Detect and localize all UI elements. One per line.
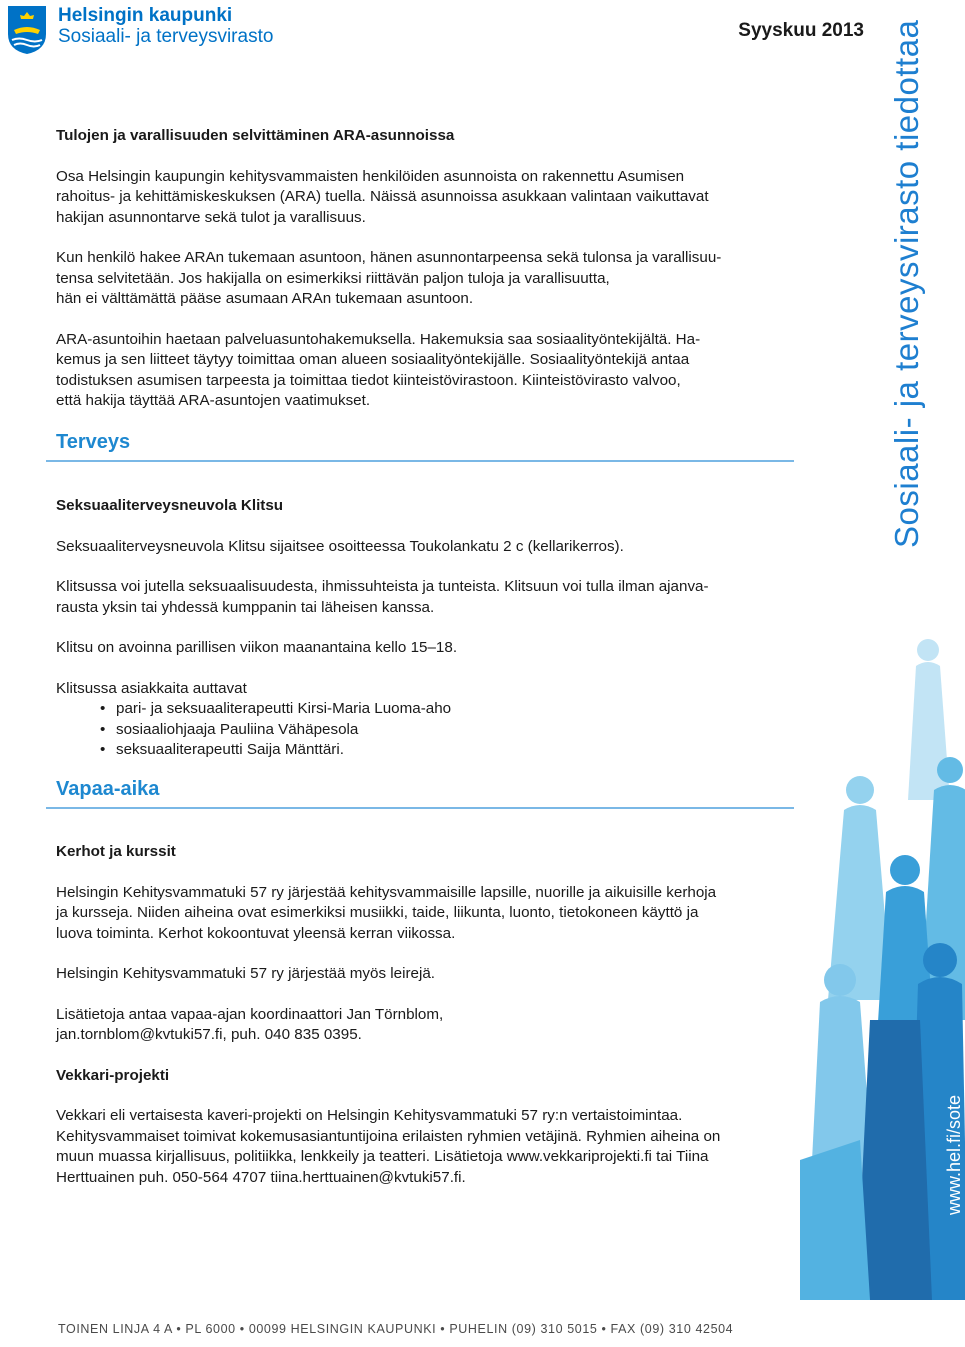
terveys-section-header [46,431,794,462]
ara-paragraph-2-line-3: hän ei välttämättä pääse asumaan ARAn tukemaan asuntoon. [56,290,474,307]
vapaa-aika-section [56,842,796,1188]
ara-paragraph-1-line-2: rahoitus- ja kehittämiskeskuksen (ARA) tuella. Näissä asunnoissa asukkaan valintaan vaikuttavat [56,188,709,205]
vekkari-paragraph-line-2: Kehitysvammaiset toimivat kokemusasiantuntijoina erilaisten ryhmien vetäjinä. Ryhmien aiheina on [56,1127,721,1145]
ara-paragraph-3-line-2: kemus ja sen liitteet täytyy toimittaa oman alueen sosiaalityöntekijälle. Sosiaalityöntekijä antaa [56,351,690,368]
list-item: • seksuaaliterapeutti Saija Mänttäri. [56,740,796,761]
organization-name: Helsingin kaupunki [58,5,233,26]
vekkari-paragraph-line-4: Herttuainen puh. 050-564 4707 tiina.herttuainen@kvtuki57.fi. [56,1168,466,1186]
ara-paragraph-3-line-1: ARA-asuntoihin haetaan palveluasuntohakemuksella. Hakemuksia saa sosiaalityöntekijältä. Ha- [56,330,701,348]
section-divider [46,807,794,809]
vapaa-aika-section-header [46,778,794,809]
vertical-title: Sosiaali- ja terveysvirasto tiedottaa [888,19,925,548]
ara-paragraph-1-line-3: hakijan asunnontarve sekä tulot ja varallisuus. [56,208,366,226]
ara-section [56,126,796,412]
klitsu-staff-intro: Klitsussa asiakkaita auttavat [56,679,247,697]
ara-paragraph-2-line-1: Kun henkilö hakee ARAn tukemaan asuntoon, hänen asunnontarpeensa sekä tulonsa ja varallisuu- [56,249,722,266]
website-url: www.hel.fi/sote [944,1094,964,1215]
section-title-terveys: Terveys [56,431,131,453]
ara-paragraph-3-line-4: että hakija täyttää ARA-asuntojen vaatimukset. [56,392,371,409]
klitsu-staff-list [56,699,796,761]
helsinki-crest-logo [6,4,48,56]
kerhot-paragraph-2: Helsingin Kehitysvammatuki 57 ry järjestää myös leirejä. [56,965,435,982]
kerhot-contact-line-1: Lisätietoja antaa vapaa-ajan koordinaattori Jan Törnblom, [56,1005,444,1023]
ara-paragraph-1-line-1: Osa Helsingin kaupungin kehitysvammaisten henkilöiden asunnoista on rakennettu Asumisen [56,167,685,185]
list-item: • sosiaaliohjaaja Pauliina Vähäpesola [56,720,796,741]
klitsu-paragraph-2-line-1: Klitsussa voi jutella seksuaalisuudesta, ihmissuhteista ja tunteista. Klitsuun voi tulla ilman ajanva- [56,578,709,595]
kerhot-contact-line-2: jan.tornblom@kvtuki57.fi, puh. 040 835 0395. [56,1026,362,1043]
kerhot-paragraph-1-line-1: Helsingin Kehitysvammatuki 57 ry järjestää kehitysvammaisille lapsille, nuorille ja aikuisille kerhoja [56,883,717,901]
ara-paragraph-3-line-3: todistuksen asumisen tarpeesta ja toimittaa tiedot kiinteistövirastoon. Kiinteistövirasto valvoo, [56,371,681,389]
ara-heading: Tulojen ja varallisuuden selvittäminen ARA-asunnoissa [56,127,455,144]
organization-department: Sosiaali- ja terveysvirasto [58,25,274,47]
vekkari-paragraph-line-1: Vekkari eli vertaisesta kaveri-projekti on Helsingin Kehitysvammatuki 57 ry:n vertaistoimintaa. [56,1107,683,1124]
list-item: • pari- ja seksuaaliterapeutti Kirsi-Maria Luoma-aho [56,699,796,720]
vekkari-paragraph-line-3: muun muassa kirjallisuus, politiikka, lenkkeily ja teatteri. Lisätietoja www.vekkariprojekti.fi tai Tiina [56,1148,709,1165]
kerhot-paragraph-1-line-2: ja kursseja. Niiden aiheina ovat esimerkiksi musiikki, taide, liikunta, luonto, tietokoneen käyttö ja [56,904,699,921]
klitsu-heading: Seksuaaliterveysneuvola Klitsu [56,497,284,514]
terveys-section [56,496,796,761]
klitsu-paragraph-2-line-2: rausta yksin tai yhdessä kumppanin tai läheisen kanssa. [56,598,435,616]
section-title-vapaa-aika: Vapaa-aika [56,778,160,800]
vekkari-heading: Vekkari-projekti [56,1066,170,1084]
ara-paragraph-2-line-2: tensa selvitetään. Jos hakijalla on esimerkiksi riittävän paljon tuloja ja varallisuutta, [56,269,610,287]
issue-date: Syyskuu 2013 [738,20,864,41]
organization-header [58,6,273,48]
kerhot-heading: Kerhot ja kurssit [56,843,176,860]
footer-address: TOINEN LINJA 4 A • PL 6000 • 00099 HELSINGIN KAUPUNKI • PUHELIN (09) 310 5015 • FAX (09) 310 42504 [58,1322,734,1336]
klitsu-paragraph-1: Seksuaaliterveysneuvola Klitsu sijaitsee osoitteessa Toukolankatu 2 c (kellarikerros). [56,537,624,555]
kerhot-paragraph-1-line-3: luova toiminta. Kerhot kokoontuvat yleensä kerran viikossa. [56,924,456,942]
klitsu-opening-hours: Klitsu on avoinna parillisen viikon maanantaina kello 15–18. [56,639,458,656]
section-divider [46,460,794,462]
people-illustration [800,600,960,1300]
